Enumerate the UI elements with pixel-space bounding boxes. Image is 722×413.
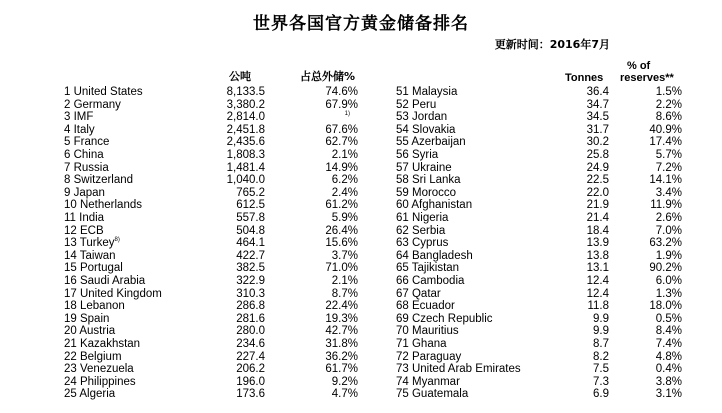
- tonnes-value: 504.8: [236, 224, 265, 237]
- reserves-pct-value: 19.3%: [325, 312, 358, 325]
- reserves-pct-value: 2.4%: [331, 186, 358, 199]
- country-name: [396, 313, 493, 326]
- reserves-pct-value: 0.4%: [655, 363, 682, 376]
- right-table-row: [0, 325, 722, 338]
- country-name-text: 10 Netherlands: [64, 199, 142, 212]
- tonnes-value: 612.5: [236, 199, 265, 212]
- country-name-text: 17 United Kingdom: [64, 287, 162, 300]
- tonnes-value: 1,481.4: [226, 161, 265, 174]
- country-name-text: 65 Tajikistan: [396, 262, 460, 275]
- right-reserves-pct-header-line1: % of: [627, 60, 651, 72]
- tonnes-value: 2,451.8: [226, 123, 265, 136]
- reserves-pct-value: 4.7%: [331, 388, 358, 401]
- reserves-pct-value: 15.6%: [325, 237, 358, 250]
- tonnes-value: 8.7: [593, 338, 609, 350]
- right-table-row: [0, 124, 722, 137]
- tonnes-value: 464.1: [236, 237, 265, 250]
- right-table-row: [0, 136, 722, 149]
- tonnes-value: 173.6: [236, 388, 265, 401]
- reserves-pct-value: 36.2%: [325, 350, 358, 363]
- country-name-text: 1 United States: [64, 86, 143, 98]
- right-table-row: [0, 300, 722, 313]
- reserves-pct-value: 18.0%: [649, 300, 682, 313]
- tonnes-value: 8.2: [593, 350, 609, 363]
- right-table-row: [0, 149, 722, 162]
- tonnes-value: 9.9: [593, 312, 609, 325]
- reserves-pct-value: 31.8%: [325, 338, 358, 350]
- tonnes-value: 24.9: [586, 161, 609, 174]
- country-name: [396, 86, 457, 99]
- tonnes-value: 422.7: [236, 249, 265, 262]
- tonnes-value: 9.9: [593, 325, 609, 338]
- reserves-pct-value: 7.2%: [655, 161, 682, 174]
- tonnes-value: 12.4: [586, 287, 609, 300]
- right-table-row: [0, 376, 722, 389]
- country-name-text: 56 Syria: [396, 149, 439, 161]
- country-name: [396, 124, 455, 137]
- tonnes-value: 21.9: [586, 199, 609, 212]
- country-name-text: 69 Czech Republic: [396, 312, 493, 325]
- reserves-pct-value: 6.2%: [331, 174, 358, 187]
- country-name-text: 14 Taiwan: [64, 249, 116, 262]
- tonnes-value: 3,380.2: [226, 98, 265, 111]
- right-table-row: [0, 388, 722, 401]
- country-name: [396, 275, 464, 288]
- right-table-row: [0, 174, 722, 187]
- tonnes-value: 557.8: [236, 212, 265, 224]
- tonnes-value: 382.5: [236, 262, 265, 275]
- country-name: [396, 388, 468, 401]
- country-name-text: 61 Nigeria: [396, 212, 449, 224]
- country-name-text: 68 Ecuador: [396, 300, 455, 313]
- tonnes-value: 1,040.0: [226, 174, 265, 187]
- right-table-row: [0, 313, 722, 326]
- reserves-pct-value: 71.0%: [325, 262, 358, 275]
- reserves-pct-value: 17.4%: [649, 136, 682, 149]
- country-name-text: 4 Italy: [64, 123, 95, 136]
- right-table-row: [0, 86, 722, 99]
- reserves-pct-value: 14.1%: [649, 174, 682, 187]
- reserves-pct-value: 3.4%: [655, 186, 682, 199]
- reserves-pct-value: 74.6%: [325, 86, 358, 98]
- reserves-pct-value: 8.7%: [331, 287, 358, 300]
- country-name: [396, 237, 448, 250]
- country-name-text: 25 Algeria: [64, 388, 116, 401]
- right-table-row: [0, 99, 722, 112]
- country-name-text: 62 Serbia: [396, 224, 446, 237]
- country-name-text: 9 Japan: [64, 186, 105, 199]
- country-name-text: 59 Morocco: [396, 186, 457, 199]
- right-table-row: [0, 351, 722, 364]
- tonnes-value: 34.7: [586, 98, 609, 111]
- reserves-pct-value: 62.7%: [325, 136, 358, 149]
- page-title: 世界各国官方黄金储备排名: [253, 14, 469, 34]
- tonnes-value: 310.3: [236, 287, 265, 300]
- country-name-text: 73 United Arab Emirates: [396, 363, 521, 376]
- tonnes-value: 1,808.3: [226, 149, 265, 161]
- country-name: [396, 250, 473, 263]
- country-name: [396, 199, 472, 212]
- tonnes-value: 25.8: [586, 149, 609, 161]
- country-name-text: 52 Peru: [396, 98, 437, 111]
- right-table-row: [0, 262, 722, 275]
- tonnes-value: 13.9: [586, 237, 609, 250]
- reserves-pct-value: 61.7%: [325, 363, 358, 376]
- country-name-text: 16 Saudi Arabia: [64, 275, 146, 287]
- country-name-text: 11 India: [64, 212, 105, 224]
- tonnes-value: 286.8: [236, 300, 265, 313]
- tonnes-value: 36.4: [586, 86, 609, 98]
- reserves-pct-value: 90.2%: [649, 262, 682, 275]
- reserves-pct-value: 7.0%: [655, 224, 682, 237]
- country-name-text: 8 Switzerland: [64, 174, 134, 187]
- country-name-text: 24 Philippines: [64, 375, 136, 388]
- reserves-pct-value: 6.0%: [655, 275, 682, 287]
- country-name: [396, 351, 461, 364]
- update-date: 更新时间：2016年7月: [494, 38, 610, 51]
- reserves-pct-value: 67.6%: [325, 123, 358, 136]
- country-name-text: 6 China: [64, 149, 104, 161]
- reserves-pct-value: 2.2%: [655, 98, 682, 111]
- reserves-pct-value: 8.6%: [655, 111, 682, 124]
- reserves-pct-value: 9.2%: [331, 375, 358, 388]
- tonnes-value: 7.3: [593, 375, 609, 388]
- reserves-pct-value: 11.9%: [650, 199, 682, 212]
- tonnes-value: 21.4: [586, 212, 609, 224]
- tonnes-value: 227.4: [236, 350, 265, 363]
- left-reserves-pct-header: 占总外储%: [300, 70, 356, 83]
- tonnes-value: 12.4: [586, 275, 609, 287]
- country-name: [396, 262, 459, 275]
- tonnes-value: 196.0: [236, 375, 265, 388]
- country-name-text: 23 Venezuela: [64, 363, 134, 376]
- country-name-text: 53 Jordan: [396, 111, 448, 124]
- country-name-text: 51 Malaysia: [396, 86, 458, 98]
- country-name: [396, 363, 521, 376]
- reserves-pct-value: 5.9%: [331, 212, 358, 224]
- reserves-pct-value: 40.9%: [649, 123, 682, 136]
- reserves-pct-value: 4.8%: [655, 350, 682, 363]
- right-table-row: [0, 199, 722, 212]
- right-table-row: [0, 212, 722, 225]
- country-name: [396, 99, 436, 112]
- right-table-row: [0, 162, 722, 175]
- country-name-text: 7 Russia: [64, 161, 109, 174]
- country-name: [396, 376, 460, 389]
- footnote-marker: 1): [344, 111, 350, 118]
- right-table-row: [0, 250, 722, 263]
- reserves-pct-value: 2.6%: [655, 212, 682, 224]
- country-name-text: 57 Ukraine: [396, 161, 452, 174]
- country-name-text: 21 Kazakhstan: [64, 338, 141, 350]
- country-name-text: 70 Mauritius: [396, 325, 459, 338]
- reserves-pct-value: 26.4%: [325, 224, 358, 237]
- reserves-pct-value: 7.4%: [655, 338, 682, 350]
- country-name-text: 20 Austria: [64, 325, 116, 338]
- tonnes-value: 2,435.6: [226, 136, 265, 149]
- reserves-pct-value: 8.4%: [655, 325, 682, 338]
- reserves-pct-value: 22.4%: [325, 300, 358, 313]
- reserves-pct-value: 67.9%: [325, 98, 358, 111]
- country-name-text: 67 Qatar: [396, 287, 441, 300]
- tonnes-value: 11.8: [587, 300, 609, 313]
- tonnes-value: 2,814.0: [226, 111, 265, 124]
- reserves-pct-value: 3.7%: [331, 249, 358, 262]
- country-name-text: 55 Azerbaijan: [396, 136, 466, 149]
- reserves-pct-value: 1.5%: [655, 86, 682, 98]
- country-name: [396, 162, 452, 175]
- tonnes-value: 13.8: [586, 249, 609, 262]
- reserves-pct-value: 1.9%: [655, 249, 682, 262]
- country-name-text: 3 IMF: [64, 111, 94, 124]
- tonnes-value: 18.4: [586, 224, 609, 237]
- country-name-text: 75 Guatemala: [396, 388, 469, 401]
- tonnes-value: 22.5: [586, 174, 609, 187]
- reserves-pct-value: 5.7%: [655, 149, 682, 161]
- right-table-row: [0, 275, 722, 288]
- right-tonnes-header: Tonnes: [565, 72, 604, 84]
- footnote-marker: 8): [114, 237, 120, 244]
- country-name: [396, 174, 461, 187]
- country-name-text: 18 Lebanon: [64, 300, 125, 313]
- reserves-pct-value: 2.1%: [331, 149, 358, 161]
- country-name-text: 66 Cambodia: [396, 275, 465, 287]
- country-name: [396, 288, 441, 301]
- tonnes-value: 206.2: [236, 363, 265, 376]
- tonnes-value: 13.1: [586, 262, 609, 275]
- reserves-pct-value: 14.9%: [325, 161, 358, 174]
- tonnes-value: 34.5: [586, 111, 609, 124]
- reserves-pct-value: 2.1%: [331, 275, 358, 287]
- country-name: [396, 149, 438, 162]
- country-name-text: 12 ECB: [64, 224, 104, 237]
- country-name-text: 64 Bangladesh: [396, 249, 473, 262]
- reserves-pct-value: 42.7%: [325, 325, 358, 338]
- reserves-pct-value: 3.1%: [655, 388, 682, 401]
- country-name-text: 15 Portugal: [64, 262, 123, 275]
- tonnes-value: 280.0: [236, 325, 265, 338]
- right-table-row: [0, 187, 722, 200]
- tonnes-value: 322.9: [236, 275, 265, 287]
- country-name-text: 63 Cyprus: [396, 237, 449, 250]
- country-name-text: 71 Ghana: [396, 338, 447, 350]
- country-name-text: 60 Afghanistan: [396, 199, 473, 212]
- reserves-pct-value: 61.2%: [325, 199, 358, 212]
- tonnes-value: 8,133.5: [226, 86, 265, 98]
- tonnes-value: 22.0: [586, 186, 609, 199]
- country-name: [396, 136, 466, 149]
- reserves-pct-value: 1.3%: [655, 287, 682, 300]
- country-name: [396, 338, 447, 351]
- country-name-text: 19 Spain: [64, 312, 110, 325]
- country-name: [396, 212, 448, 225]
- tonnes-value: 765.2: [236, 186, 265, 199]
- tonnes-value: 281.6: [236, 312, 265, 325]
- country-name: [396, 111, 447, 124]
- country-name: [396, 300, 455, 313]
- right-table-row: [0, 237, 722, 250]
- right-reserves-pct-header-line2: reserves**: [620, 72, 674, 84]
- country-name-text: 72 Paraguay: [396, 350, 462, 363]
- right-table-row: [0, 111, 722, 124]
- country-name: [396, 225, 445, 238]
- right-table-row: [0, 288, 722, 301]
- country-name-text: 5 France: [64, 136, 110, 149]
- country-name-text: 74 Myanmar: [396, 375, 460, 388]
- right-table-row: [0, 338, 722, 351]
- country-name-text: 13 Turkey: [64, 237, 115, 250]
- tonnes-value: 7.5: [593, 363, 609, 376]
- left-tonnes-header: 公吨: [229, 70, 251, 83]
- country-name-text: 54 Slovakia: [396, 123, 456, 136]
- reserves-pct-value: 0.5%: [655, 312, 682, 325]
- tonnes-value: 234.6: [236, 338, 265, 350]
- country-name: [396, 187, 456, 200]
- right-table-row: [0, 363, 722, 376]
- tonnes-value: 31.7: [586, 123, 609, 136]
- tonnes-value: 30.2: [586, 136, 609, 149]
- country-name-text: 58 Sri Lanka: [396, 174, 461, 187]
- country-name-text: 2 Germany: [64, 98, 121, 111]
- country-name-text: 22 Belgium: [64, 350, 122, 363]
- reserves-pct-value: 63.2%: [649, 237, 682, 250]
- right-table-row: [0, 225, 722, 238]
- reserves-pct-value: 3.8%: [655, 375, 682, 388]
- tonnes-value: 6.9: [593, 388, 609, 401]
- country-name: [396, 325, 459, 338]
